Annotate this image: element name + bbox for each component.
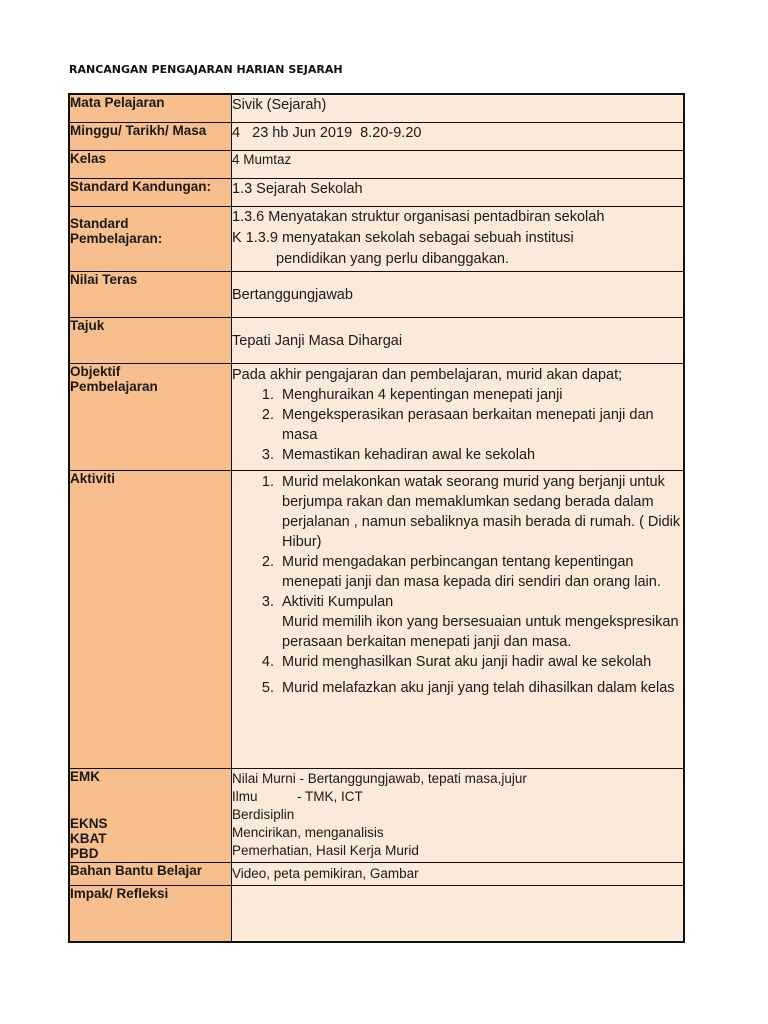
value-mata-pelajaran: Sivik (Sejarah) [232, 94, 685, 122]
value-standard-pembelajaran [232, 206, 685, 271]
row-nilai-teras [69, 271, 684, 317]
objektif-item: 1. Menghuraikan 4 kepentingan menepati janji [278, 385, 683, 405]
document-title: RANCANGAN PENGAJARAN HARIAN SEJARAH [69, 63, 343, 76]
label-line: Standard [70, 215, 129, 231]
label-nilai-teras: Nilai Teras [69, 271, 232, 317]
aktiviti-list [232, 472, 683, 698]
row-aktiviti [69, 470, 684, 768]
value-objektif [232, 363, 685, 470]
ilmu-label: Ilmu [232, 788, 258, 804]
objektif-intro: Pada akhir pengajaran dan pembelajaran, murid akan dapat; [232, 366, 623, 383]
ekns-value: Berdisiplin [232, 806, 295, 822]
nilai-murni: Nilai Murni - Bertanggungjawab, tepati masa,jujur [232, 770, 527, 786]
value-minggu: 4 23 hb Jun 2019 8.20-9.20 [232, 122, 685, 150]
aktiviti-item: 2. Murid mengadakan perbincangan tentang kepentingan menepati janji dan masa kepada diri sendiri dan orang lain. [278, 552, 683, 592]
label-line: Objektif [70, 363, 121, 379]
value-bahan: Video, peta pemikiran, Gambar [232, 862, 685, 885]
row-objektif [69, 363, 684, 470]
label-aktiviti: Aktiviti [69, 470, 232, 768]
objektif-item: 3. Memastikan kehadiran awal ke sekolah [278, 445, 683, 465]
sp-line: K 1.3.9 menyatakan sekolah sebagai sebuah institusi [232, 229, 574, 246]
objektif-list [232, 385, 683, 465]
objektif-item: 2. Mengeksperasikan perasaan berkaitan menepati janji dan masa [278, 405, 683, 445]
aktiviti-item [278, 592, 683, 652]
label-tajuk: Tajuk [69, 317, 232, 363]
sp-line: pendidikan yang perlu dibanggakan. [276, 250, 509, 267]
value-emk [232, 768, 685, 862]
label-standard-pembelajaran [69, 206, 232, 271]
label-line: Pembelajaran: [70, 230, 163, 246]
kbat-value: Mencirikan, menganalisis [232, 824, 384, 840]
ilmu-value: - TMK, ICT [297, 788, 363, 804]
row-kelas [69, 150, 684, 178]
label-emk-text: EMK [70, 768, 100, 784]
label-kelas: Kelas [69, 150, 232, 178]
value-impak [232, 885, 685, 942]
lesson-plan-table [68, 93, 685, 943]
label-pbd-text: PBD [70, 845, 99, 861]
row-standard-pembelajaran [69, 206, 684, 271]
row-mata-pelajaran [69, 94, 684, 122]
aktiviti-item: 4. Murid menghasilkan Surat aku janji hadir awal ke sekolah [278, 652, 683, 672]
ilmu-line [232, 788, 683, 806]
label-impak: Impak/ Refleksi [69, 885, 232, 942]
row-standard-kandungan [69, 178, 684, 206]
value-standard-kandungan: 1.3 Sejarah Sekolah [232, 178, 685, 206]
row-bahan [69, 862, 684, 885]
value-aktiviti [232, 470, 685, 768]
label-bahan: Bahan Bantu Belajar [69, 862, 232, 885]
label-emk [69, 768, 232, 862]
value-tajuk: Tepati Janji Masa Dihargai [232, 317, 685, 363]
pbd-value: Pemerhatian, Hasil Kerja Murid [232, 842, 419, 858]
row-minggu [69, 122, 684, 150]
label-ekns-text: EKNS [70, 815, 108, 831]
label-minggu: Minggu/ Tarikh/ Masa [69, 122, 232, 150]
label-mata-pelajaran: Mata Pelajaran [69, 94, 232, 122]
row-tajuk [69, 317, 684, 363]
aktiviti-item: 5. Murid melafazkan aku janji yang telah dihasilkan dalam kelas [278, 678, 683, 698]
label-line: Pembelajaran [70, 378, 158, 394]
label-kbat-text: KBAT [70, 830, 107, 846]
aktiviti-item-title: 3. Aktiviti Kumpulan [282, 593, 394, 610]
value-nilai-teras: Bertanggungjawab [232, 271, 685, 317]
label-standard-kandungan: Standard Kandungan: [69, 178, 232, 206]
sp-line: 1.3.6 Menyatakan struktur organisasi pentadbiran sekolah [232, 208, 605, 225]
value-kelas: 4 Mumtaz [232, 150, 685, 178]
aktiviti-item-detail: Murid memilih ikon yang bersesuaian untuk mengekspresikan perasaan berkaitan menepati janji dan masa. [282, 613, 679, 650]
row-impak [69, 885, 684, 942]
aktiviti-item: 1. Murid melakonkan watak seorang murid yang berjanji untuk berjumpa rakan dan memaklumkan sedang berada dalam perjalanan , namun sebaliknya masih berada di rumah. ( Didik Hibur) [278, 472, 683, 552]
label-objektif [69, 363, 232, 470]
row-emk [69, 768, 684, 862]
